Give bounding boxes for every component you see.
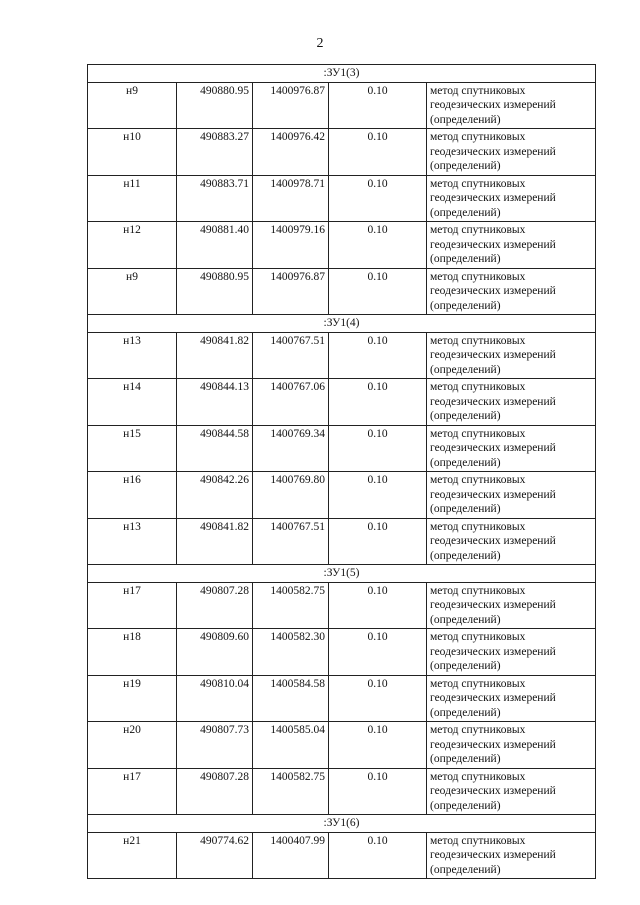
table-row <box>88 268 596 315</box>
x-coordinate-cell: 490844.58 <box>177 425 253 472</box>
point-name-cell: н21 <box>88 832 177 879</box>
error-cell: 0.10 <box>329 332 427 379</box>
y-coordinate-cell: 1400584.58 <box>253 675 329 722</box>
point-name-cell: н10 <box>88 129 177 176</box>
error-cell: 0.10 <box>329 629 427 676</box>
method-cell: метод спутниковых геодезических измерений (определений) <box>427 629 596 676</box>
method-cell: метод спутниковых геодезических измерений (определений) <box>427 675 596 722</box>
method-cell: метод спутниковых геодезических измерений (определений) <box>427 379 596 426</box>
y-coordinate-cell: 1400582.75 <box>253 582 329 629</box>
table-row <box>88 332 596 379</box>
point-name-cell: н17 <box>88 582 177 629</box>
x-coordinate-cell: 490880.95 <box>177 82 253 129</box>
method-cell: метод спутниковых геодезических измерений (определений) <box>427 82 596 129</box>
x-coordinate-cell: 490880.95 <box>177 268 253 315</box>
y-coordinate-cell: 1400976.87 <box>253 82 329 129</box>
table-row <box>88 832 596 879</box>
error-cell: 0.10 <box>329 472 427 519</box>
error-cell: 0.10 <box>329 832 427 879</box>
error-cell: 0.10 <box>329 768 427 815</box>
section-title: :ЗУ1(6) <box>88 815 596 833</box>
y-coordinate-cell: 1400767.51 <box>253 332 329 379</box>
error-cell: 0.10 <box>329 129 427 176</box>
method-cell: метод спутниковых геодезических измерений (определений) <box>427 832 596 879</box>
method-cell: метод спутниковых геодезических измерений (определений) <box>427 722 596 769</box>
x-coordinate-cell: 490841.82 <box>177 518 253 565</box>
x-coordinate-cell: 490807.28 <box>177 768 253 815</box>
method-cell: метод спутниковых геодезических измерений (определений) <box>427 472 596 519</box>
section-header-row <box>88 315 596 333</box>
y-coordinate-cell: 1400978.71 <box>253 175 329 222</box>
table-row <box>88 222 596 269</box>
table-row <box>88 175 596 222</box>
table-row <box>88 82 596 129</box>
x-coordinate-cell: 490810.04 <box>177 675 253 722</box>
point-name-cell: н13 <box>88 332 177 379</box>
x-coordinate-cell: 490844.13 <box>177 379 253 426</box>
error-cell: 0.10 <box>329 222 427 269</box>
y-coordinate-cell: 1400407.99 <box>253 832 329 879</box>
coordinates-table <box>87 64 596 879</box>
error-cell: 0.10 <box>329 722 427 769</box>
error-cell: 0.10 <box>329 675 427 722</box>
error-cell: 0.10 <box>329 379 427 426</box>
point-name-cell: н13 <box>88 518 177 565</box>
section-header-row <box>88 815 596 833</box>
point-name-cell: н14 <box>88 379 177 426</box>
section-header-row <box>88 565 596 583</box>
section-title: :ЗУ1(5) <box>88 565 596 583</box>
point-name-cell: н15 <box>88 425 177 472</box>
section-title: :ЗУ1(4) <box>88 315 596 333</box>
method-cell: метод спутниковых геодезических измерений (определений) <box>427 582 596 629</box>
x-coordinate-cell: 490807.28 <box>177 582 253 629</box>
point-name-cell: н17 <box>88 768 177 815</box>
method-cell: метод спутниковых геодезических измерений (определений) <box>427 175 596 222</box>
y-coordinate-cell: 1400767.51 <box>253 518 329 565</box>
table-row <box>88 768 596 815</box>
table-row <box>88 518 596 565</box>
y-coordinate-cell: 1400585.04 <box>253 722 329 769</box>
point-name-cell: н18 <box>88 629 177 676</box>
section-title: :ЗУ1(3) <box>88 65 596 83</box>
y-coordinate-cell: 1400976.87 <box>253 268 329 315</box>
y-coordinate-cell: 1400767.06 <box>253 379 329 426</box>
table-row <box>88 472 596 519</box>
table-row <box>88 722 596 769</box>
table-row <box>88 629 596 676</box>
coordinates-table-body <box>88 65 596 879</box>
table-row <box>88 425 596 472</box>
y-coordinate-cell: 1400769.80 <box>253 472 329 519</box>
y-coordinate-cell: 1400582.30 <box>253 629 329 676</box>
y-coordinate-cell: 1400979.16 <box>253 222 329 269</box>
x-coordinate-cell: 490881.40 <box>177 222 253 269</box>
y-coordinate-cell: 1400769.34 <box>253 425 329 472</box>
page-number: 2 <box>316 36 324 51</box>
point-name-cell: н9 <box>88 268 177 315</box>
table-row <box>88 582 596 629</box>
point-name-cell: н9 <box>88 82 177 129</box>
error-cell: 0.10 <box>329 425 427 472</box>
section-header-row <box>88 65 596 83</box>
method-cell: метод спутниковых геодезических измерений (определений) <box>427 768 596 815</box>
y-coordinate-cell: 1400976.42 <box>253 129 329 176</box>
error-cell: 0.10 <box>329 518 427 565</box>
table-row <box>88 675 596 722</box>
point-name-cell: н12 <box>88 222 177 269</box>
x-coordinate-cell: 490774.62 <box>177 832 253 879</box>
error-cell: 0.10 <box>329 582 427 629</box>
x-coordinate-cell: 490883.71 <box>177 175 253 222</box>
x-coordinate-cell: 490809.60 <box>177 629 253 676</box>
y-coordinate-cell: 1400582.75 <box>253 768 329 815</box>
point-name-cell: н16 <box>88 472 177 519</box>
x-coordinate-cell: 490842.26 <box>177 472 253 519</box>
point-name-cell: н19 <box>88 675 177 722</box>
point-name-cell: н20 <box>88 722 177 769</box>
error-cell: 0.10 <box>329 175 427 222</box>
error-cell: 0.10 <box>329 268 427 315</box>
error-cell: 0.10 <box>329 82 427 129</box>
method-cell: метод спутниковых геодезических измерений (определений) <box>427 222 596 269</box>
method-cell: метод спутниковых геодезических измерений (определений) <box>427 332 596 379</box>
table-row <box>88 129 596 176</box>
method-cell: метод спутниковых геодезических измерений (определений) <box>427 518 596 565</box>
method-cell: метод спутниковых геодезических измерений (определений) <box>427 425 596 472</box>
x-coordinate-cell: 490841.82 <box>177 332 253 379</box>
point-name-cell: н11 <box>88 175 177 222</box>
method-cell: метод спутниковых геодезических измерений (определений) <box>427 268 596 315</box>
table-row <box>88 379 596 426</box>
x-coordinate-cell: 490883.27 <box>177 129 253 176</box>
method-cell: метод спутниковых геодезических измерений (определений) <box>427 129 596 176</box>
x-coordinate-cell: 490807.73 <box>177 722 253 769</box>
